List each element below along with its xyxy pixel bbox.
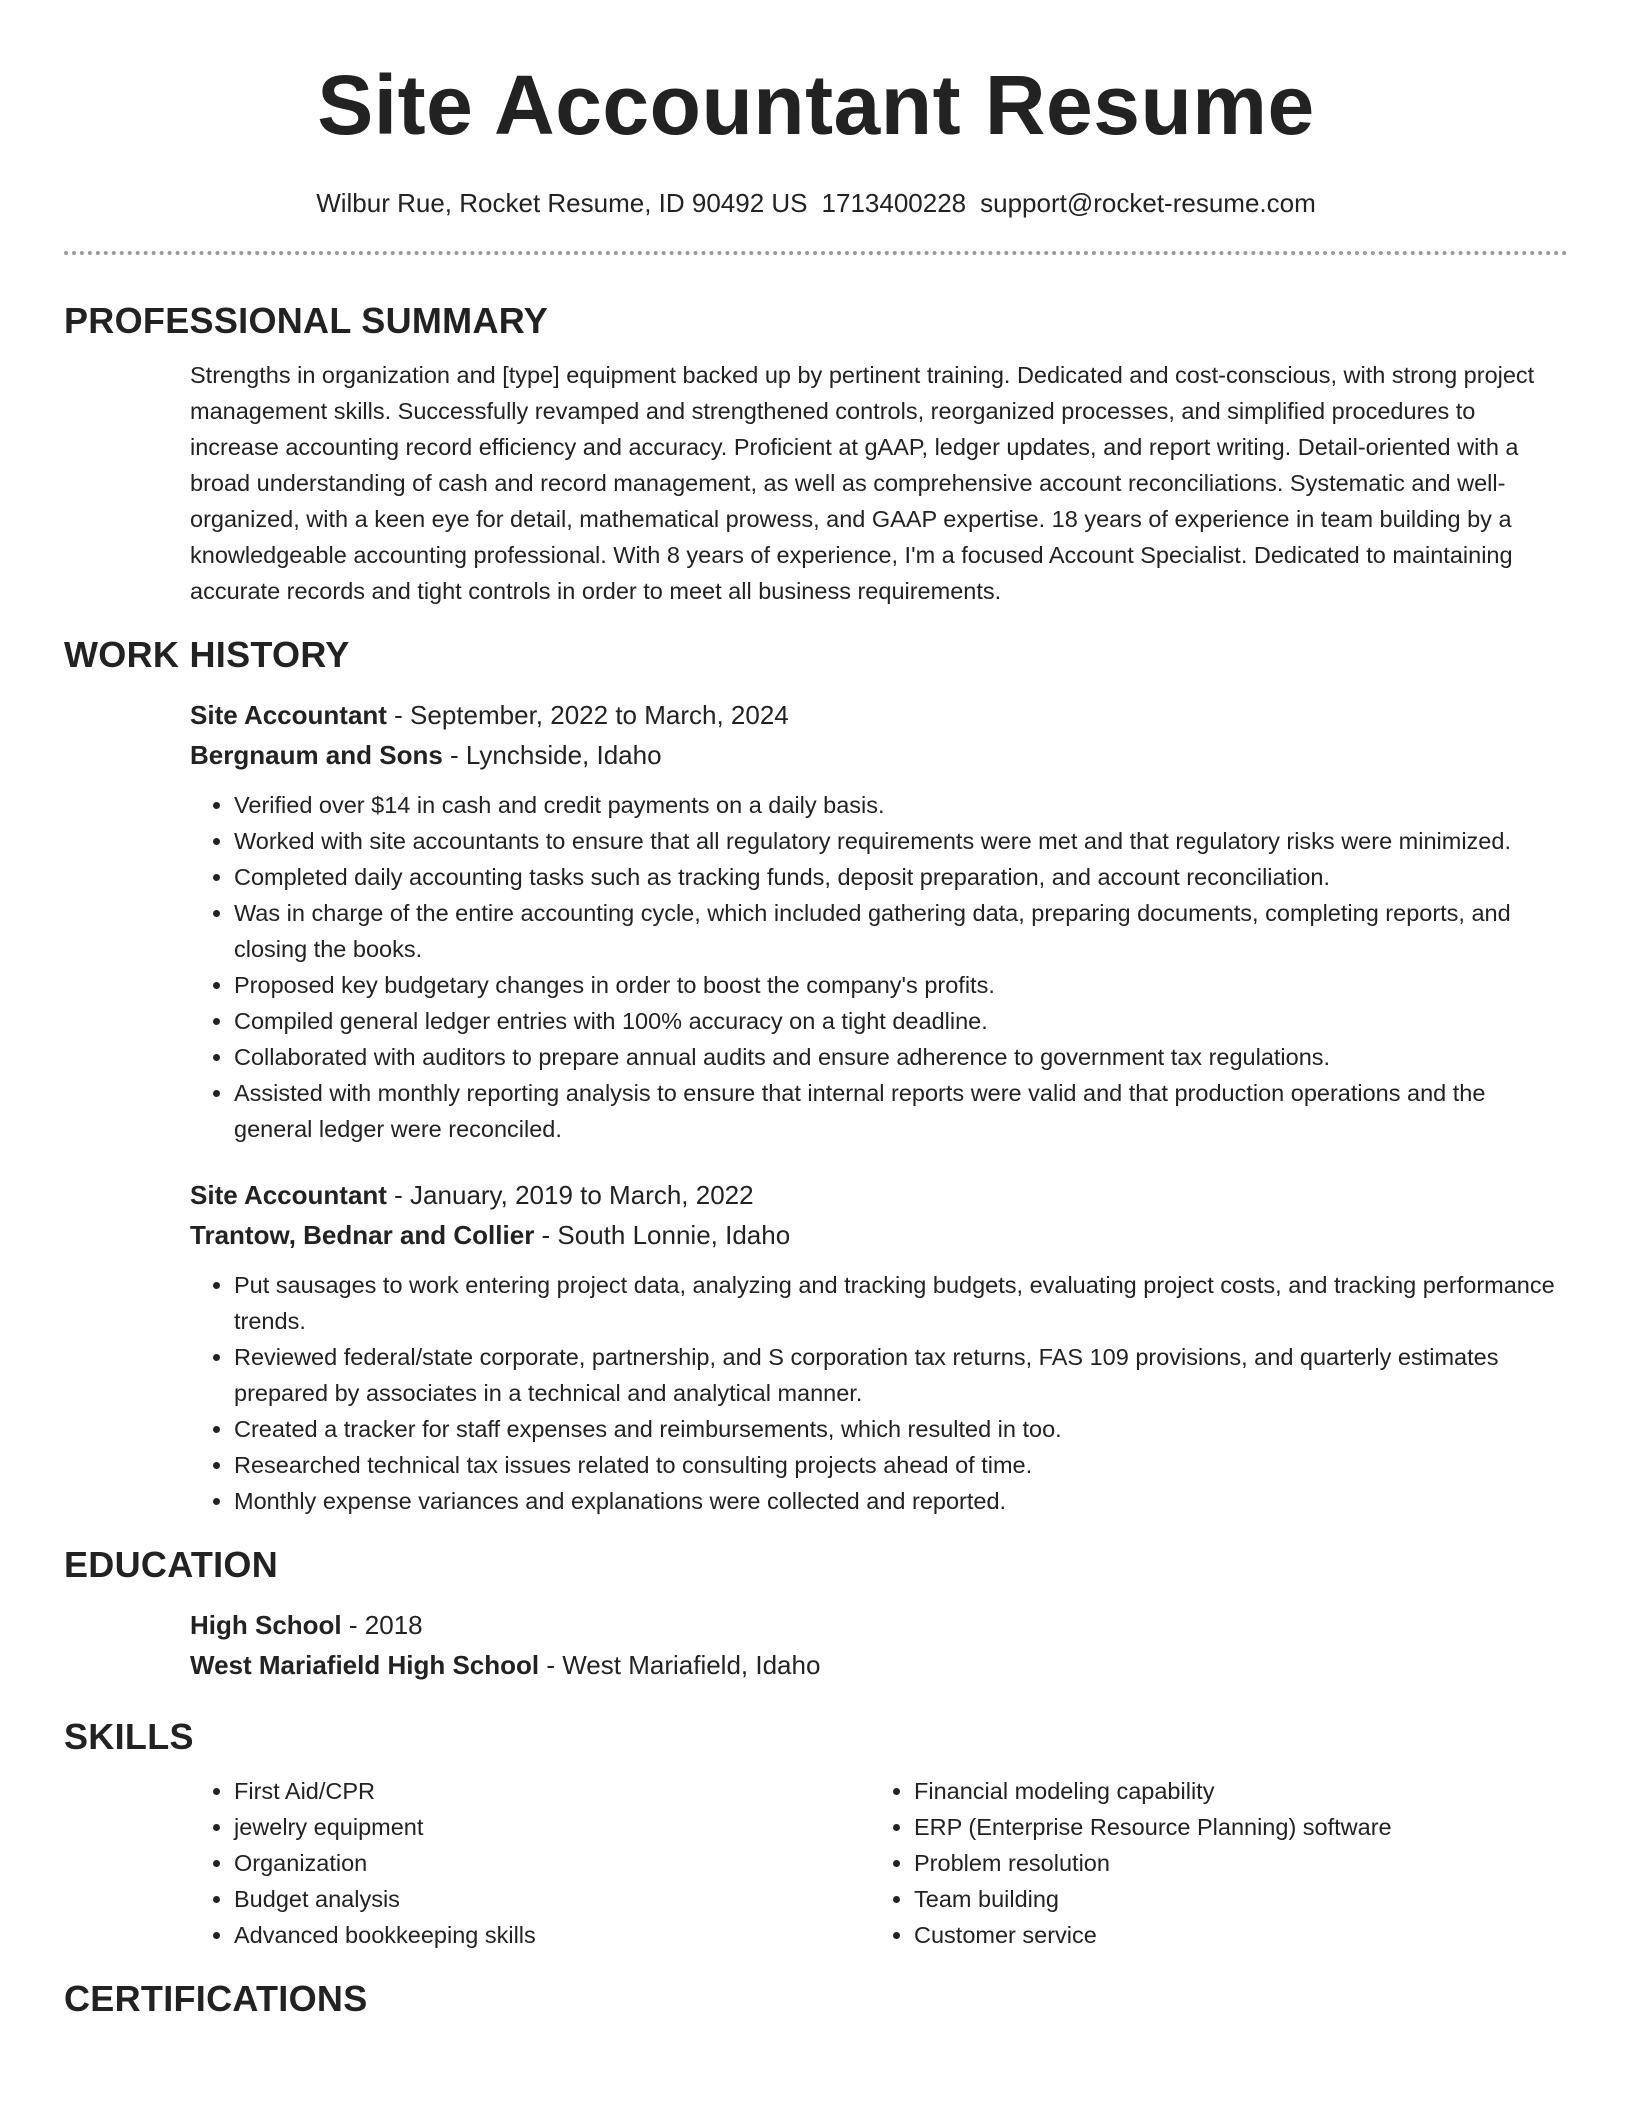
resume-page xyxy=(64,0,1568,2021)
skills-grid xyxy=(190,1773,1568,1953)
skills-heading: SKILLS xyxy=(64,1716,194,1757)
skills-column-right xyxy=(870,1773,1550,1953)
skill-item: • Advanced bookkeeping skills xyxy=(234,1917,870,1953)
job-location: - South Lonnie, Idaho xyxy=(534,1220,791,1250)
job-bullet: • Compiled general ledger entries with 100% accuracy on a tight deadline. xyxy=(234,1003,1568,1039)
job-dates: - January, 2019 to March, 2022 xyxy=(386,1180,754,1210)
summary-text: Strengths in organization and [type] equipment backed up by pertinent training. Dedicated and cost-conscious, with strong project management skills. Successfully revamped and strengthened controls, reorganized processes, and simplified procedures to increase accounting record efficiency and accuracy. Proficient at gAAP, ledger updates, and report writing. Detail-oriented with a broad understanding of cash and record management, as well as comprehensive account reconciliations. Systematic and well-organized, with a keen eye for detail, mathematical prowess, and GAAP expertise. 18 years of experience in team building by a knowledgeable accounting professional. With 8 years of experience, I'm a focused Account Specialist. Dedicated to maintaining accurate records and tight controls in order to meet all business requirements. xyxy=(190,362,1535,604)
job-company-line xyxy=(190,735,1568,775)
education-year: - 2018 xyxy=(341,1610,423,1640)
job-bullet: • Put sausages to work entering project data, analyzing and tracking budgets, evaluating project costs, and tracking performance trends. xyxy=(234,1267,1568,1339)
skill-item: • Problem resolution xyxy=(914,1845,1550,1881)
job-bullet: • Collaborated with auditors to prepare annual audits and ensure adherence to government tax regulations. xyxy=(234,1039,1568,1075)
job-title: Site Accountant xyxy=(190,700,387,730)
job-bullet: • Researched technical tax issues related to consulting projects ahead of time. xyxy=(234,1447,1568,1483)
job-dates: - September, 2022 to March, 2024 xyxy=(386,700,789,730)
skill-item: • jewelry equipment xyxy=(234,1809,870,1845)
summary-block xyxy=(190,357,1568,609)
job-entry xyxy=(190,695,1568,1147)
contact-phone: 1713400228 xyxy=(821,188,967,218)
job-bullet: • Created a tracker for staff expenses and reimbursements, which resulted in too. xyxy=(234,1411,1568,1447)
job-bullet: • Completed daily accounting tasks such as tracking funds, deposit preparation, and account reconciliation. xyxy=(234,859,1568,895)
header-divider xyxy=(64,251,1568,255)
education-degree: High School xyxy=(190,1610,342,1640)
job-title-line xyxy=(190,1175,1568,1215)
skills-column-left xyxy=(190,1773,870,1953)
job-title-line xyxy=(190,695,1568,735)
job-bullet: • Verified over $14 in cash and credit payments on a daily basis. xyxy=(234,787,1568,823)
skill-item: • Team building xyxy=(914,1881,1550,1917)
job-bullet: • Monthly expense variances and explanations were collected and reported. xyxy=(234,1483,1568,1519)
job-title: Site Accountant xyxy=(190,1180,387,1210)
resume-title: Site Accountant Resume xyxy=(317,58,1315,152)
skill-item: • Financial modeling capability xyxy=(914,1773,1550,1809)
job-bullet: • Reviewed federal/state corporate, partnership, and S corporation tax returns, FAS 109 provisions, and quarterly estimates prepared by associates in a technical and analytical manner. xyxy=(234,1339,1568,1411)
job-bullet: • Was in charge of the entire accounting cycle, which included gathering data, preparing documents, completing reports, and closing the books. xyxy=(234,895,1568,967)
education-location: - West Mariafield, Idaho xyxy=(539,1650,821,1680)
education-school-line xyxy=(190,1645,1568,1685)
contact-email: support@rocket-resume.com xyxy=(980,188,1316,218)
skills-list-left xyxy=(190,1773,870,1953)
skill-item: • First Aid/CPR xyxy=(234,1773,870,1809)
job-company: Trantow, Bednar and Collier xyxy=(190,1220,535,1250)
education-school: West Mariafield High School xyxy=(190,1650,540,1680)
education-heading: EDUCATION xyxy=(64,1544,279,1585)
skills-list-right xyxy=(870,1773,1550,1953)
education-degree-line xyxy=(190,1605,1568,1645)
job-bullet: • Worked with site accountants to ensure that all regulatory requirements were met and that regulatory risks were minimized. xyxy=(234,823,1568,859)
skill-item: • ERP (Enterprise Resource Planning) software xyxy=(914,1809,1550,1845)
education-entry xyxy=(190,1605,1568,1685)
contact-line xyxy=(64,186,1568,220)
job-entry xyxy=(190,1175,1568,1519)
contact-address: Wilbur Rue, Rocket Resume, ID 90492 US xyxy=(316,188,808,218)
job-company-line xyxy=(190,1215,1568,1255)
job-bullets xyxy=(190,787,1568,1147)
job-bullet: • Assisted with monthly reporting analysis to ensure that internal reports were valid and that production operations and the general ledger were reconciled. xyxy=(234,1075,1568,1147)
certifications-heading: CERTIFICATIONS xyxy=(64,1978,368,2019)
job-company: Bergnaum and Sons xyxy=(190,740,443,770)
work-history-heading: WORK HISTORY xyxy=(64,634,350,675)
summary-heading: PROFESSIONAL SUMMARY xyxy=(64,300,549,341)
skill-item: • Customer service xyxy=(914,1917,1550,1953)
job-location: - Lynchside, Idaho xyxy=(442,740,662,770)
job-bullet: • Proposed key budgetary changes in order to boost the company's profits. xyxy=(234,967,1568,1003)
job-bullets xyxy=(190,1267,1568,1519)
skill-item: • Organization xyxy=(234,1845,870,1881)
skill-item: • Budget analysis xyxy=(234,1881,870,1917)
